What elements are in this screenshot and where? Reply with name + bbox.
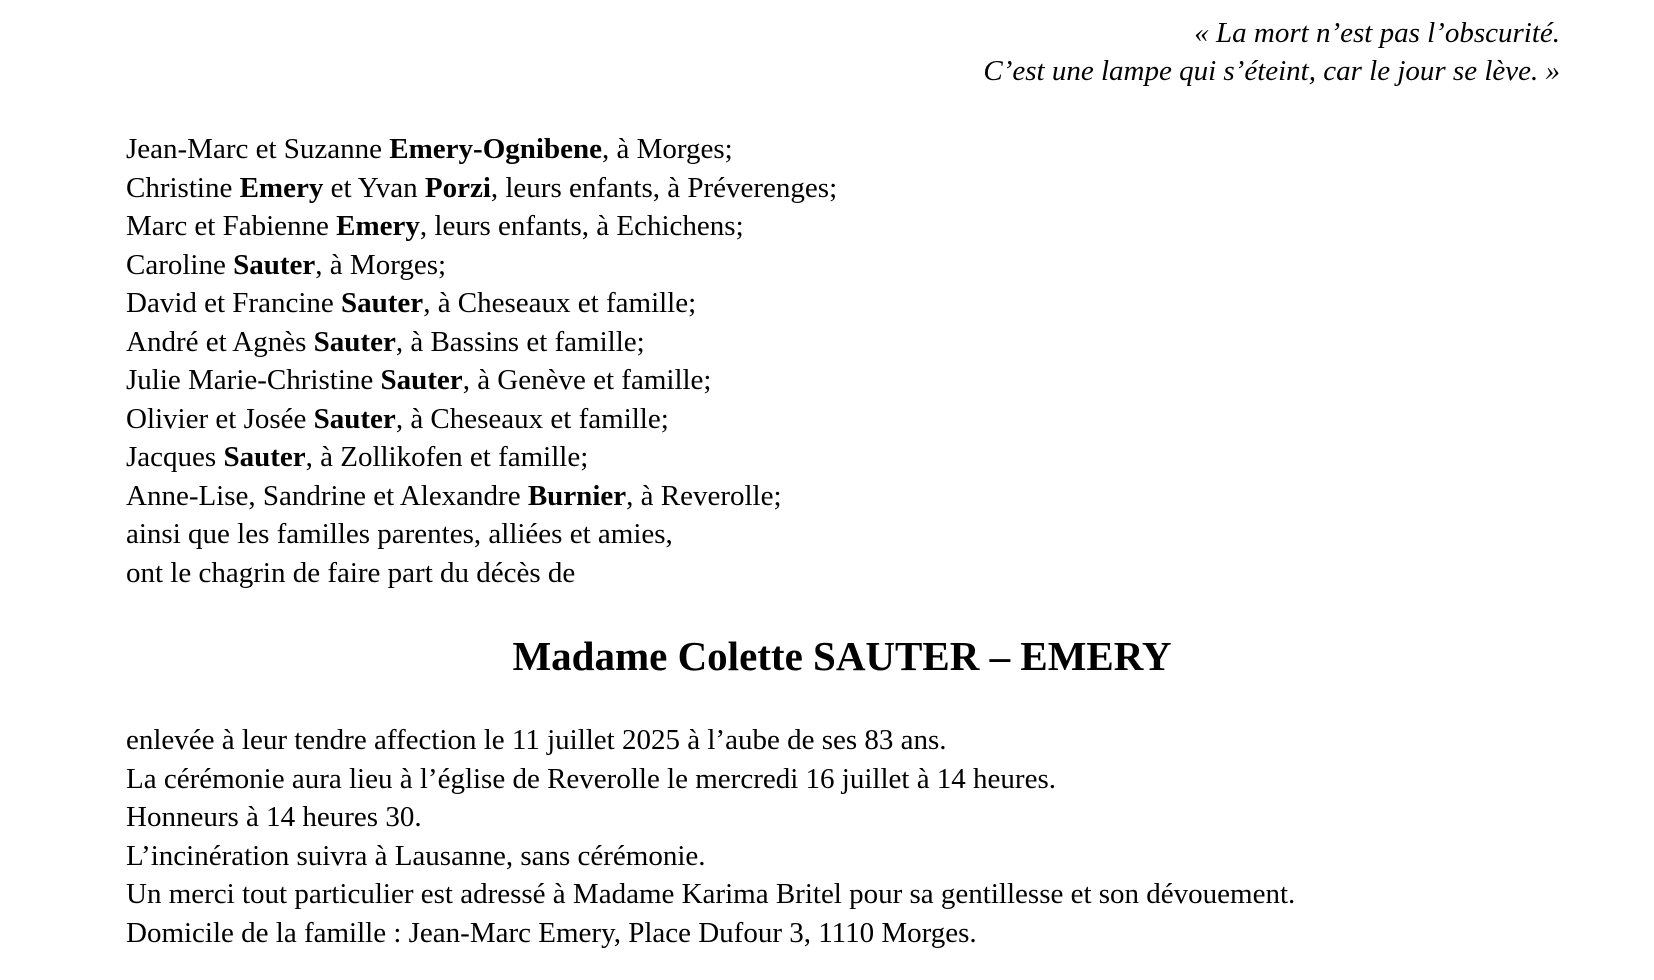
family-line: Marc et Fabienne Emery, leurs enfants, à Echichens; <box>126 210 744 242</box>
details-line: Honneurs à 14 heures 30. <box>126 801 422 833</box>
family-line: Caroline Sauter, à Morges; <box>126 248 447 281</box>
details-line: L’incinération suivra à Lausanne, sans cérémonie. <box>126 839 706 872</box>
quote-line-1: « La mort n’est pas l’obscurité. <box>1194 17 1560 49</box>
family-line: Anne-Lise, Sandrine et Alexandre Burnier, à Reverolle; <box>126 479 782 512</box>
family-line: Christine Emery et Yvan Porzi, leurs enfants, à Préverenges; <box>126 171 838 204</box>
epigraph-quote <box>983 14 1560 90</box>
details-line: enlevée à leur tendre affection le 11 juillet 2025 à l’aube de ses 83 ans. <box>126 724 947 756</box>
family-line: Jean-Marc et Suzanne Emery-Ognibene, à Morges; <box>126 133 733 165</box>
family-list <box>126 130 837 592</box>
family-line: David et Francine Sauter, à Cheseaux et famille; <box>126 287 697 319</box>
family-line: Julie Marie-Christine Sauter, à Genève et famille; <box>126 364 712 396</box>
deceased-name-heading: Madame Colette SAUTER – EMERY <box>512 633 1172 679</box>
announcement-line: ont le chagrin de faire part du décès de <box>126 556 576 589</box>
quote-line-2: C’est une lampe qui s’éteint, car le jour se lève. » <box>983 55 1560 87</box>
details-line: La cérémonie aura lieu à l’église de Reverolle le mercredi 16 juillet à 14 heures. <box>126 762 1056 795</box>
details-line: Domicile de la famille : Jean-Marc Emery, Place Dufour 3, 1110 Morges. <box>126 916 977 949</box>
family-line: Jacques Sauter, à Zollikofen et famille; <box>126 441 589 473</box>
family-line: ainsi que les familles parentes, alliées et amies, <box>126 518 673 550</box>
ceremony-details <box>126 721 1295 952</box>
details-line: Un merci tout particulier est adressé à Madame Karima Britel pour sa gentillesse et son dévouement. <box>126 878 1296 910</box>
family-line: André et Agnès Sauter, à Bassins et famille; <box>126 325 645 358</box>
family-line: Olivier et Josée Sauter, à Cheseaux et famille; <box>126 402 669 435</box>
